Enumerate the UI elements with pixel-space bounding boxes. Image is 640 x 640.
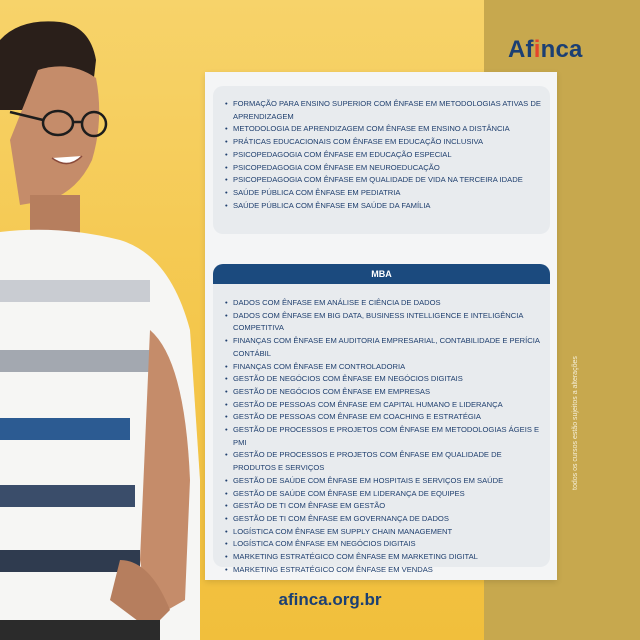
course-item: • LOGÍSTICA COM ÊNFASE EM SUPPLY CHAIN MANAGEMENT (225, 526, 542, 539)
course-item: • GESTÃO DE PROCESSOS E PROJETOS COM ÊNFASE EM METODOLOGIAS ÁGEIS E PMI (225, 424, 542, 449)
course-item: • FINANÇAS COM ÊNFASE EM CONTROLADORIA (225, 361, 542, 374)
course-item: • GESTÃO DE SAÚDE COM ÊNFASE EM LIDERANÇA DE EQUIPES (225, 488, 542, 501)
course-list (225, 98, 542, 212)
course-item: • GESTÃO DE PESSOAS COM ÊNFASE EM CAPITAL HUMANO E LIDERANÇA (225, 399, 542, 412)
course-item: • MARKETING ESTRATÉGICO COM ÊNFASE EM VENDAS (225, 564, 542, 577)
course-list-top (213, 86, 550, 234)
course-item: • PSICOPEDAGOGIA COM ÊNFASE EM EDUCAÇÃO ESPECIAL (225, 149, 542, 162)
course-item: • GESTÃO DE SAÚDE COM ÊNFASE EM HOSPITAIS E SERVIÇOS EM SAÚDE (225, 475, 542, 488)
course-item: • MARKETING ESTRATÉGICO COM ÊNFASE EM MARKETING DIGITAL (225, 551, 542, 564)
course-item: • PSICOPEDAGOGIA COM ÊNFASE EM QUALIDADE DE VIDA NA TERCEIRA IDADE (225, 174, 542, 187)
course-item: • GESTÃO DE NEGÓCIOS COM ÊNFASE EM NEGÓCIOS DIGITAIS (225, 373, 542, 386)
course-list-card (205, 72, 557, 580)
course-item: • DADOS COM ÊNFASE EM BIG DATA, BUSINESS INTELLIGENCE E INTELIGÊNCIA COMPETITIVA (225, 310, 542, 335)
course-item: • PRÁTICAS EDUCACIONAIS COM ÊNFASE EM EDUCAÇÃO INCLUSIVA (225, 136, 542, 149)
course-item: • FINANÇAS COM ÊNFASE EM AUDITORIA EMPRESARIAL, CONTABILIDADE E PERÍCIA CONTÁBIL (225, 335, 542, 360)
course-item: • LOGÍSTICA COM ÊNFASE EM NEGÓCIOS DIGITAIS (225, 538, 542, 551)
disclaimer-text: todos os cursos estão sujeitos a alterações (572, 356, 579, 490)
course-item: • METODOLOGIA DE APRENDIZAGEM COM ÊNFASE EM ENSINO A DISTÂNCIA (225, 123, 542, 136)
course-item: • DADOS COM ÊNFASE EM ANÁLISE E CIÊNCIA DE DADOS (225, 297, 542, 310)
mba-course-list (225, 297, 542, 576)
course-item: • PSICOPEDAGOGIA COM ÊNFASE EM NEUROEDUCAÇÃO (225, 162, 542, 175)
course-item: • GESTÃO DE TI COM ÊNFASE EM GESTÃO (225, 500, 542, 513)
course-item: • GESTÃO DE PESSOAS COM ÊNFASE EM COACHING E ESTRATÉGIA (225, 411, 542, 424)
course-item: • FORMAÇÃO PARA ENSINO SUPERIOR COM ÊNFASE EM METODOLOGIAS ATIVAS DE APRENDIZAGEM (225, 98, 542, 123)
course-item: • GESTÃO DE NEGÓCIOS COM ÊNFASE EM EMPRESAS (225, 386, 542, 399)
course-item: • SAÚDE PÚBLICA COM ÊNFASE EM PEDIATRIA (225, 187, 542, 200)
mba-section (213, 264, 550, 574)
course-item: • GESTÃO DE PROCESSOS E PROJETOS COM ÊNFASE EM QUALIDADE DE PRODUTOS E SERVIÇOS (225, 449, 542, 474)
website-url[interactable]: afinca.org.br (278, 590, 382, 609)
course-item: • SAÚDE PÚBLICA COM ÊNFASE EM SAÚDE DA FAMÍLIA (225, 200, 542, 213)
course-item: • GESTÃO DE TI COM ÊNFASE EM GOVERNANÇA DE DADOS (225, 513, 542, 526)
afinca-logo: Afinca (508, 36, 583, 63)
mba-header: MBA (213, 264, 550, 284)
student-photo (0, 0, 210, 640)
